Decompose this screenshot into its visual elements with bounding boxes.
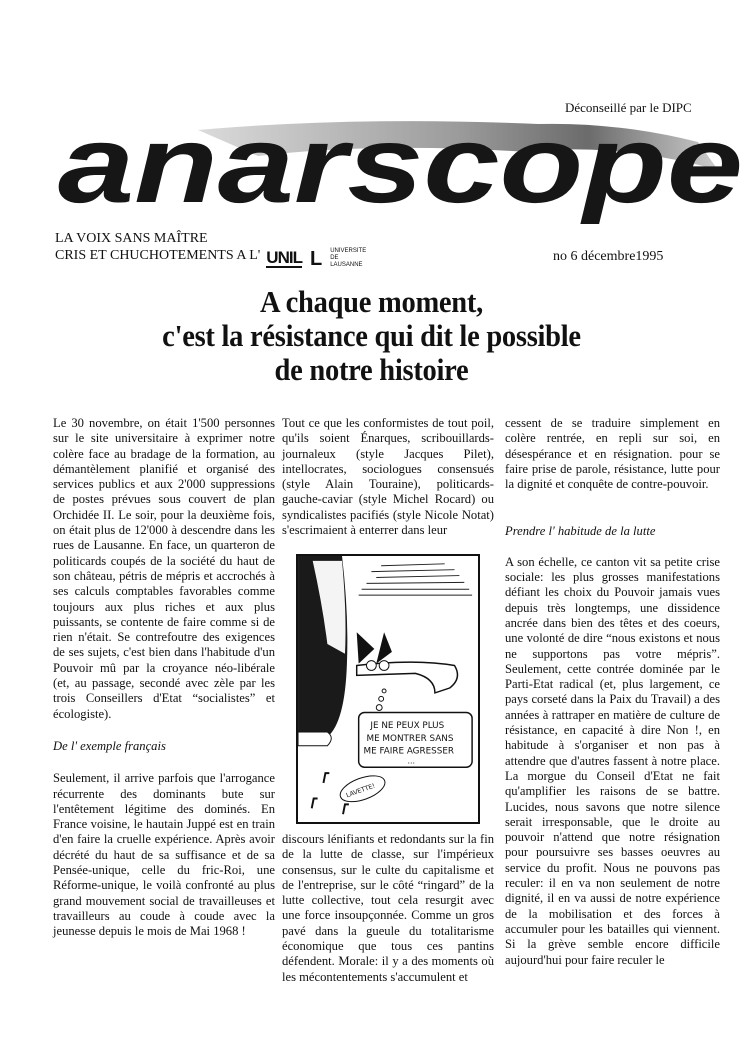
small-bubble-text: LAVETTE! — [345, 782, 377, 800]
cartoon-ear-right — [376, 632, 392, 663]
cartoon-eye — [366, 661, 376, 671]
masthead-logo — [58, 116, 743, 224]
paragraph: A son échelle, ce canton vit sa petite crise sociale: les plus grosses manifestations défiant les choix du Pouvoir jamais vues depuis très longtemps, une dissidence ancrée dans bien des têtes et des coeurs, une volonté de dire “nous existons et nous ne supportons pas votre mépris”. Seulement, cette contrée dominée par le Parti-Etat radical (et, plus largement, ce pays corseté dans la Paix du Travail) a des années à rattraper en matière de culture de résistance, en capacité à dire Non !, en habitude à s'organiser et non pas à attendre que d'autres fassent à notre place. La morgue du Conseil d'Etat ne fait qu'amplifier les raisons de se battre. Lucides, nous savons que notre silence serait irresponsable, que le droite au pouvoir n'attend que notre résignation pour poursuivre ses basses oeuvres au service du profit. Nous ne pouvons pas reculer: il en va non seulement de notre dignité, il en va aussi de notre expérience de la mobilisation et des forces à accumuler pour les batailles qui viennent. Si la grève semble encore difficile aujourd'hui pour faire reculer le — [505, 554, 720, 967]
disclaimer: Déconseillé par le DIPC — [565, 100, 692, 115]
cartoon-paw — [298, 732, 331, 746]
article-column-2-continued — [282, 832, 494, 985]
unil-mark: UNIL — [266, 248, 302, 267]
unil-name-line-1: UNIVERSITE — [330, 248, 367, 254]
cartoon-illustration — [296, 554, 480, 824]
article-column-1 — [53, 416, 275, 940]
unil-name-line-2: DE — [330, 255, 339, 261]
headline-line-1: A chaque moment, — [260, 284, 483, 319]
headline-line-2: c'est la résistance qui dit le possible — [162, 318, 581, 353]
subheading: De l' exemple français — [53, 738, 166, 753]
bubble-line-2: ME MONTRER SANS — [366, 733, 454, 744]
tagline-2: CRIS ET CHUCHOTEMENTS A L' — [55, 248, 261, 263]
bubble-line-3: ME FAIRE AGRESSER — [363, 746, 455, 757]
cartoon-hatching — [359, 564, 472, 595]
article-column-3 — [505, 416, 720, 968]
article-column-2 — [282, 416, 494, 538]
cartoon-eye — [379, 661, 389, 671]
bubble-trail: ... — [407, 756, 416, 766]
unil-l-icon: L — [309, 247, 323, 270]
paragraph: Seulement, il arrive parfois que l'arrogance récurrente des dominants bute sur l'entêtement légitime des dominés. En France voisine, le hautain Juppé est en train d'en faire la cruelle expérience. Après avoir décrété du haut de sa suffisance et de sa Pensée-unique, celle du fric-Roi, une Réforme-unique, le voilà confronté au plus grand mouvement social de travailleuses et travailleurs au coude à coude avec la jeunesse depuis le mois de Mai 1968 ! — [53, 771, 275, 939]
headline — [0, 285, 743, 387]
taglines — [55, 230, 366, 269]
unil-name-line-3: LAUSANNE — [330, 262, 363, 268]
paragraph: discours lénifiants et redondants sur la fin de la lutte de classe, sur l'impérieux consensus, sur le culte du capitalisme et de l'entreprise, sur le côté “ringard” de la lutte collective, tout cela resurgit avec une force insoupçonnée. Comme un gros pavé dans la gueule du totalitarisme économique que tous ces pantins défendent. Morale: il y a des moments où les mécontentements s'accumulent et — [282, 832, 494, 984]
headline-line-3: de notre histoire — [274, 352, 469, 387]
university-logo — [266, 248, 366, 269]
bubble-line-1: JE NE PEUX PLUS — [370, 721, 445, 732]
paragraph: Tout ce que les conformistes de tout poil, qu'ils soient Énarques, scribouillards-journaleux (style Jacques Pilet), intellocrates, sociologues consensués (style Alain Touraine), politicards-gauche-caviar (style Michel Rocard) ou syndicalistes pacifiés (style Nicole Notat) s'escrimaient à enterrer dans leur — [282, 416, 494, 538]
masthead-title: anarscope — [58, 116, 743, 224]
unil-name — [330, 248, 366, 269]
cartoon-ear-left — [357, 632, 375, 663]
tagline-row — [55, 247, 366, 269]
issue-number-date: no 6 décembre1995 — [553, 249, 664, 264]
paragraph: Le 30 novembre, on était 1'500 personnes sur le site universitaire à exprimer notre colère face au bradage de la formation, au démantèlement planifié et organisé des services publics et aux 2'000 suppressions de postes prévues sous couvert de plan Orchidée II. Le soir, pour la deuxième fois, on était plus de 12'000 à descendre dans les rues de Lausanne. En face, un quarteron de politicards coupés de la société du haut de son château, pétris de mépris et accrochés à ses calculs comptables favorables comme toujours aux plus riches et aux plus puissants, se contente de faire comme si de rien n'était. Se contrefoutre des exigences de ses sujets, c'est bien dans l'habitude d'un Pouvoir mû par la croyance néo-libérale (et, au passage, secondé avec zèle par les trois Conseillers d'Etat “socialistes” et écologiste). — [53, 416, 275, 721]
paragraph: cessent de se traduire simplement en colère rentrée, en repli sur soi, en désespérance et en résignation. pour se faire prise de parole, résistance, lutte pour la dignité et conquête de contre-pouvoir. — [505, 416, 720, 492]
tagline-1: LA VOIX SANS MAÎTRE — [55, 231, 208, 246]
subheading: Prendre l' habitude de la lutte — [505, 524, 656, 539]
